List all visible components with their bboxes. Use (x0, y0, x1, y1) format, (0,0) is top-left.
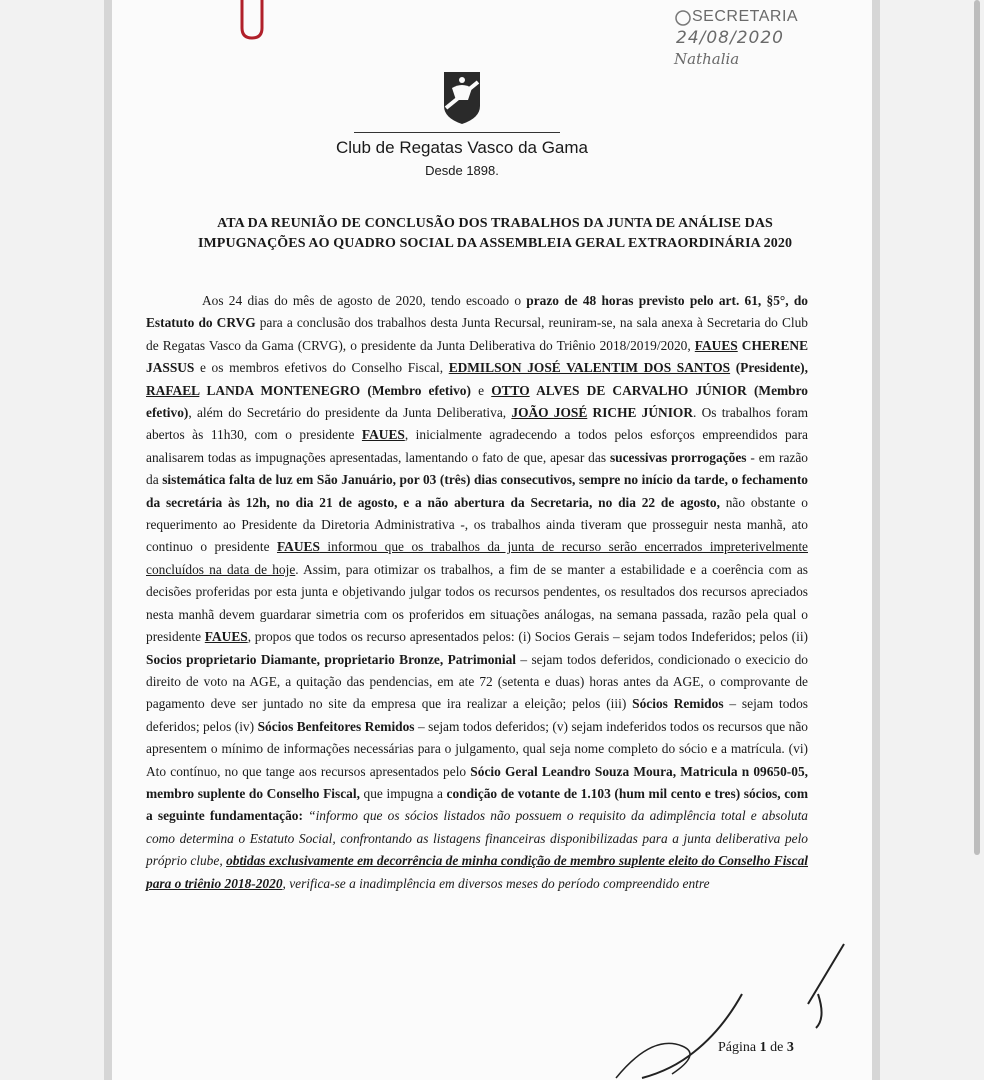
body-text: Socios proprietario Diamante, proprietario Bronze, Patrimonial (146, 651, 517, 667)
person-name: FAUES (276, 539, 320, 555)
body-text: Sócios Remidos (632, 696, 724, 712)
body-text: – sejam todos deferidos; (v) sejam indeferidos todos os recursos que não apresentem o mínimo de informações necessárias para o julgamento, qual seja nome completo do sócio e a matrícula. (vi) Ato contínuo, no que tange aos recursos apresentados pelo (146, 718, 808, 779)
body-text: que impugna a (359, 785, 447, 801)
left-shadow (104, 0, 112, 1080)
person-name: JOÃO JOSÉ (511, 405, 588, 421)
person-name: FAUES (204, 629, 248, 645)
body-text: sistemática falta de luz em São Januário, por 03 (três) dias consecutivos, sempre no início da tarde, o fechamento da secretária às 12h, no dia 21 de agosto, e a não abertura da Secretaria, no dia 22 de agosto, (146, 472, 808, 510)
body-text: . Os trabalhos foram abertos às 11h30, com o presidente (146, 405, 808, 443)
club-crest-icon (440, 68, 484, 126)
body-text: - em razão da (146, 449, 808, 488)
person-name: RICHE JÚNIOR (587, 405, 693, 421)
person-name: CHERENE JASSUS (146, 337, 808, 376)
secretaria-stamp (672, 6, 822, 66)
body-text: – sejam todos deferidos; pelos (iv) (146, 696, 809, 734)
header-divider (354, 132, 560, 133)
signature-icon (612, 934, 862, 1080)
person-name: ALVES DE CARVALHO JÚNIOR (Membro efetivo) (146, 382, 809, 421)
body-text: Sócios Benfeitores Remidos (257, 718, 415, 734)
club-founded: Desde 1898. (425, 163, 499, 178)
stamp-signature: Nathalia (674, 50, 740, 68)
body-text: e os membros efetivos do Conselho Fiscal, (194, 360, 449, 376)
title-line-1: ATA DA REUNIÃO DE CONCLUSÃO DOS TRABALHOS DA JUNTA DE ANÁLISE DAS (217, 216, 773, 231)
page-label: Página (718, 1040, 760, 1055)
body-text: Sócio Geral Leandro Souza Moura, Matricula n 09650-05, membro suplente do Conselho Fiscal, (146, 763, 808, 801)
body-text: informou que os trabalhos da junta de recurso serão encerrados impreterivelmente concluídos na data de hoje (146, 539, 808, 577)
body-text: . Assim, para otimizar os trabalhos, a fim de se manter a estabilidade e a coerência com as decisões proferidas por esta junta e objetivando julgar todos os recursos pendentes, os resultados dos recursos apreciados nesta manhã devem guardarar simetria com os proferidos em situações análogas, na semana passada, razão pela qual o presidente (146, 561, 808, 645)
right-shadow (872, 0, 880, 1080)
body-text: – sejam todos deferidos, condicionado o execicio do direito de voto na AGE, a quitação das pendencias, em ate 72 (setenta e duas) horas antes da AGE, o comprovante de pagamento deve ser juntado no site da empresa que ira realizar a eleição; pelos (iii) (146, 651, 808, 712)
body-text: Aos 24 dias do mês de agosto de 2020, tendo escoado o (202, 293, 527, 308)
document-body (146, 290, 808, 895)
person-name: FAUES (694, 337, 738, 353)
body-text: prazo de 48 horas previsto pelo art. 61, §5°, do Estatuto do CRVG (146, 293, 808, 331)
body-text: , inicialmente agradecendo a todos pelos esforços empreendidos para analisarem todas as impugnações apresentadas, lamentando o fato de que, apesar das (146, 427, 808, 465)
body-text: sucessivas prorrogações (609, 449, 747, 465)
page-total: 3 (786, 1040, 794, 1055)
body-text: , verifica-se a inadimplência em diversos meses do período compreendido entre (282, 875, 710, 891)
body-text: condição de votante de 1.103 (hum mil cento e tres) sócios, com a seguinte fundamentação: (146, 785, 808, 824)
stamp-seal-icon (674, 9, 692, 27)
page-current: 1 (759, 1040, 767, 1055)
body-text: para a conclusão dos trabalhos desta Junta Recursal, reuniram-se, na sala anexa à Secretaria do Club de Regatas Vasco da Gama (CRVG), o presidente da Junta Deliberativa do Triênio 2018/2019/2020, (146, 315, 808, 353)
body-text: obtidas exclusivamente em decorrência de minha condição de membro suplente eleito do Conselho Fiscal para o triênio 2018-2020 (146, 853, 809, 891)
body-text: , além do Secretário do presidente da Junta Deliberativa, (188, 405, 512, 421)
stamp-date: 24/08/2020 (676, 28, 784, 48)
body-text: e (470, 382, 492, 398)
document-title (150, 214, 840, 254)
body-text: , propos que todos os recurso apresentados pelos: (i) Socios Gerais – sejam todos Indeferidos; pelos (ii) (247, 629, 808, 645)
stamp-title: SECRETARIA (692, 8, 799, 25)
page-number (718, 1040, 794, 1056)
person-name: LANDA MONTENEGRO (Membro efetivo) (199, 382, 471, 398)
person-name: EDMILSON JOSÉ VALENTIM DOS SANTOS (448, 360, 731, 376)
person-name: RAFAEL (146, 382, 200, 398)
body-text: (Presidente), (730, 360, 808, 376)
title-line-2: IMPUGNAÇÕES AO QUADRO SOCIAL DA ASSEMBLEIA GERAL EXTRAORDINÁRIA 2020 (197, 236, 793, 251)
body-text: não obstante o requerimento ao Presidente da Diretoria Administrativa -, os trabalhos ainda tiveram que prosseguir nesta manhã, ato continuo o presidente (146, 494, 808, 555)
scrollbar[interactable] (974, 0, 980, 855)
club-name: Club de Regatas Vasco da Gama (336, 138, 588, 157)
paper-clip-icon (238, 0, 270, 40)
person-name: OTTO (491, 382, 530, 398)
page-of: de (766, 1040, 787, 1055)
body-text: “informo que os sócios listados não possuem o requisito da adimplência total e absoluta como determina o Estatuto Social, confrontando as listagens financeiras disponibilizadas para a junta deliberativa pelo próprio clube, (146, 808, 809, 869)
person-name: FAUES (361, 427, 405, 443)
